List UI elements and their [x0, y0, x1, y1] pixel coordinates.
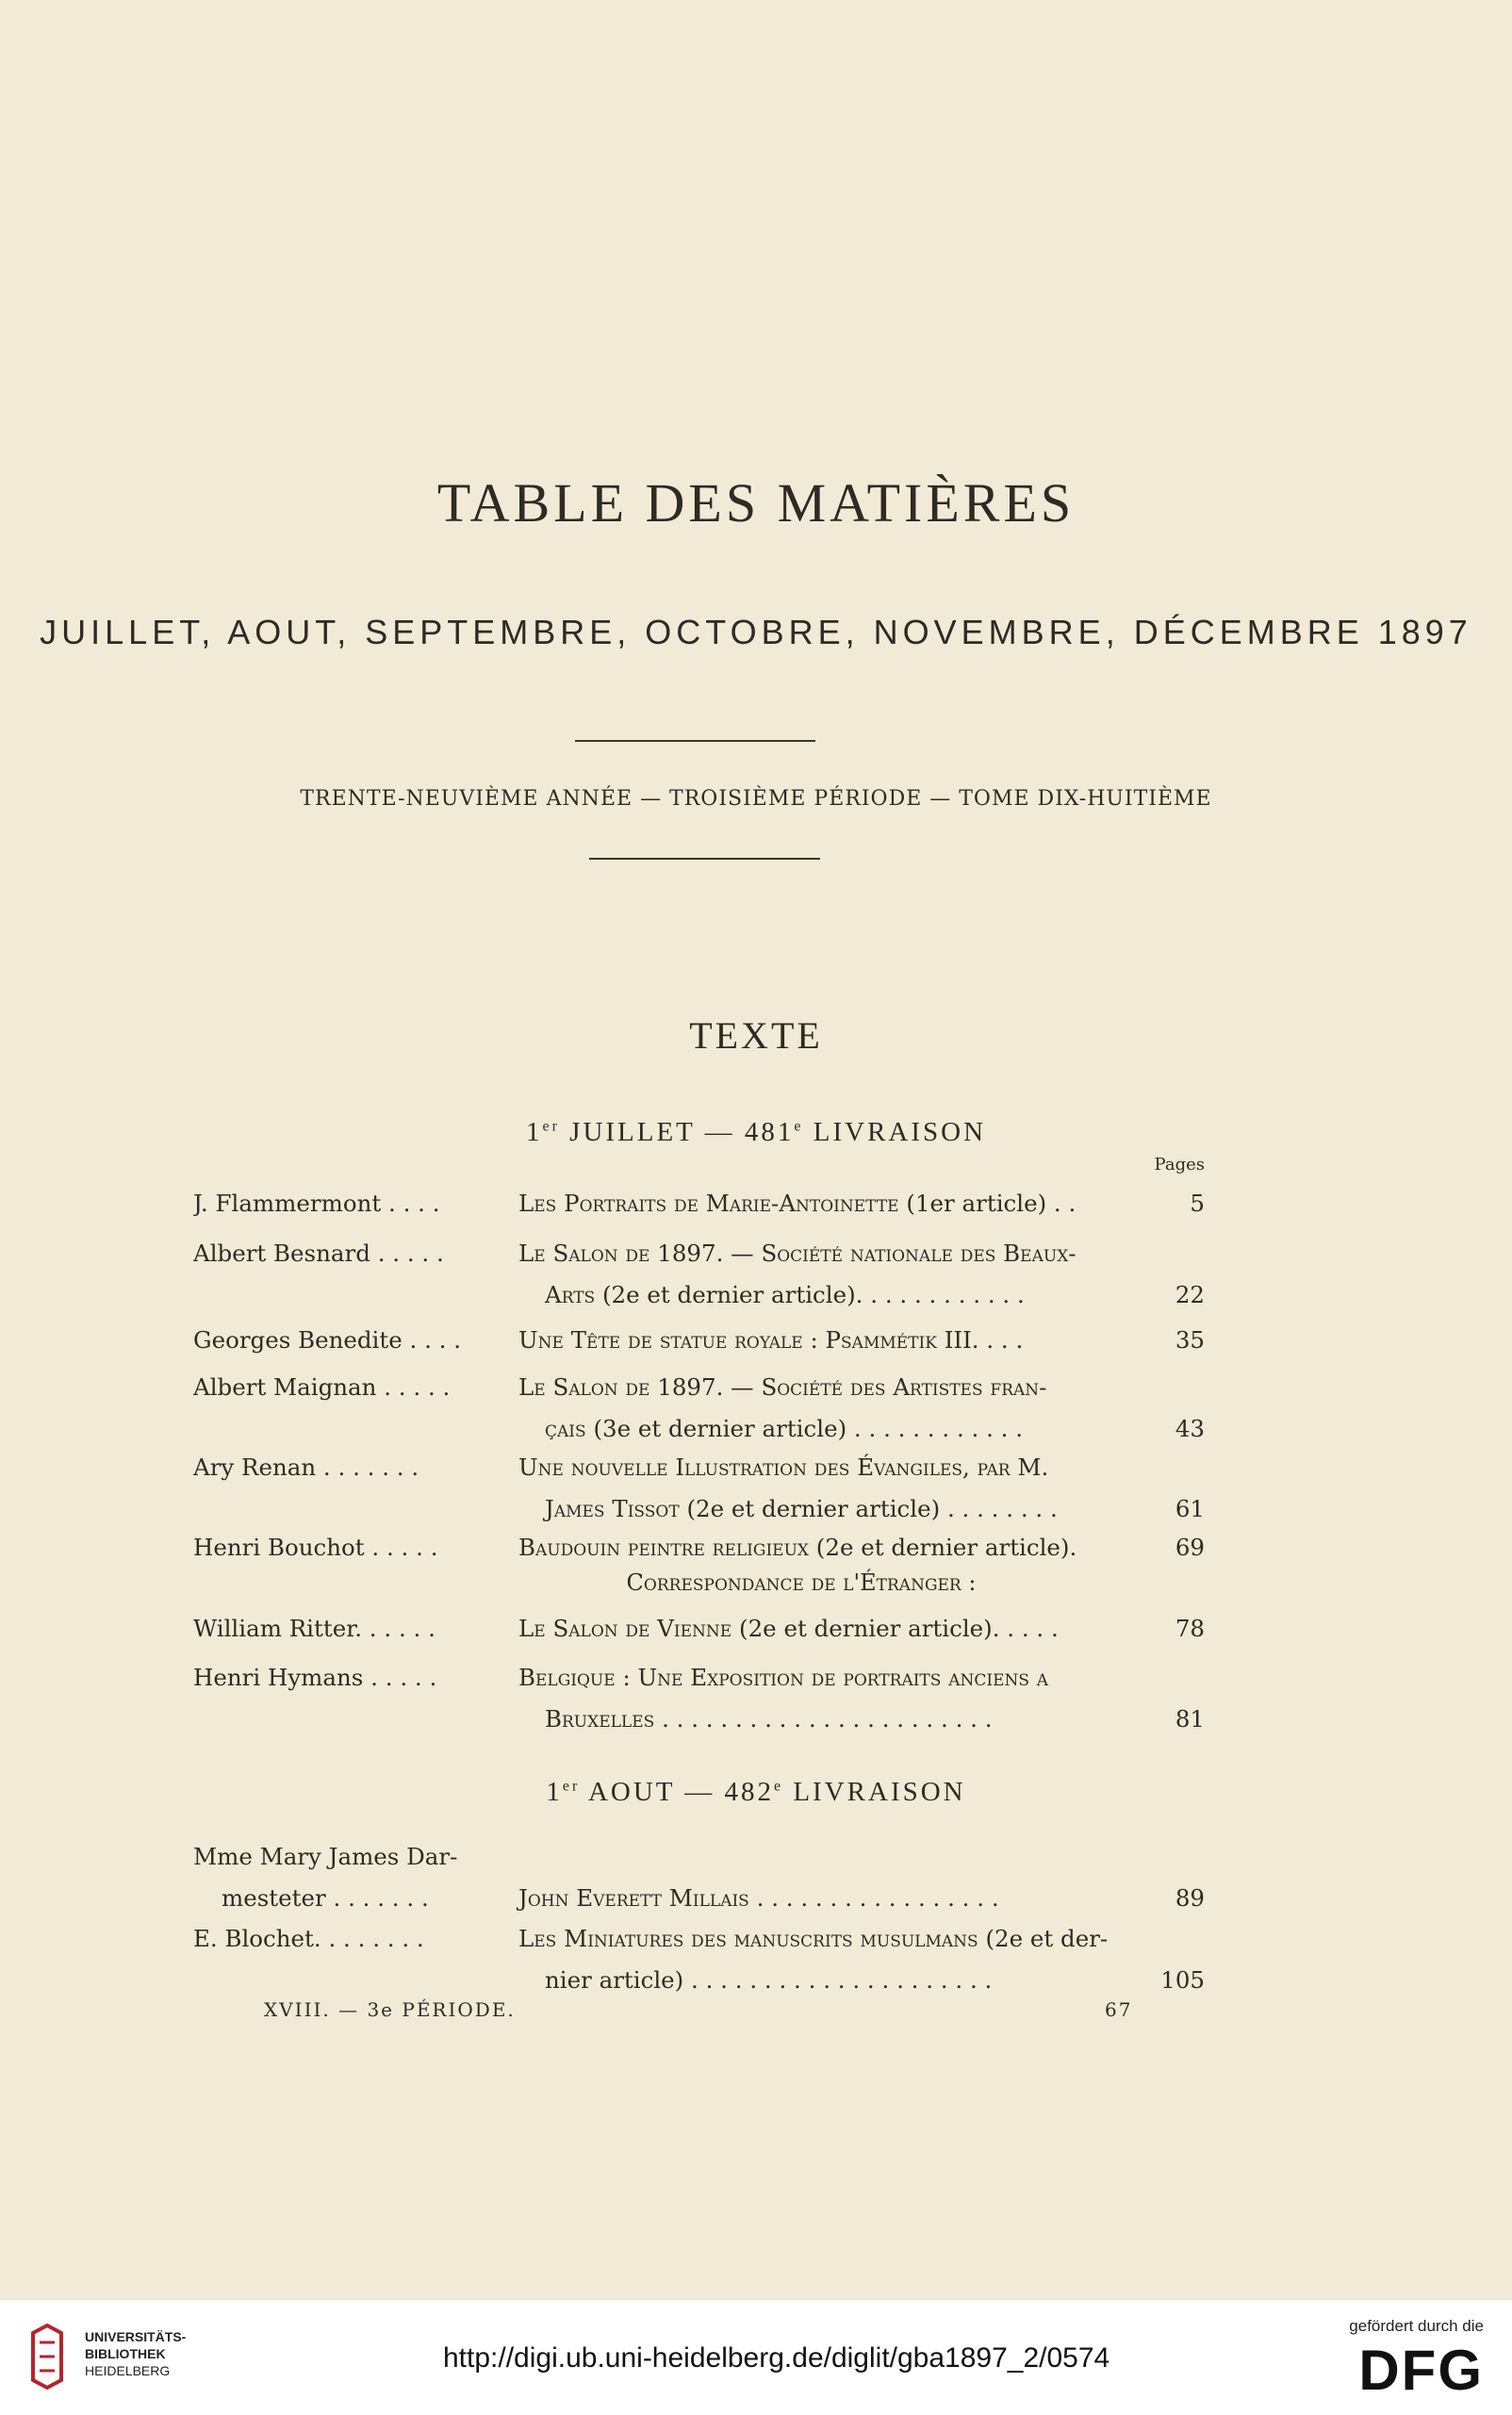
- entry-page: 78: [1175, 1615, 1205, 1642]
- entry-author: Albert Besnard . . . . .: [193, 1240, 444, 1267]
- entry-page: 43: [1175, 1415, 1205, 1442]
- viewer-bottom-bar: [0, 2300, 1512, 2415]
- entry-title: John Everett Millais . . . . . . . . . . . . . . . . .: [518, 1884, 999, 1912]
- entry-author: J. Flammermont . . . .: [193, 1190, 440, 1217]
- entry-title: Le Salon de Vienne (2e et dernier article). . . . .: [518, 1615, 1059, 1642]
- entry-page: 105: [1160, 1966, 1205, 1994]
- months-subtitle: JUILLET, AOUT, SEPTEMBRE, OCTOBRE, NOVEMBRE, DÉCEMBRE 1897: [40, 613, 1472, 651]
- entry-title: Les Miniatures des manuscrits musulmans (2e et der- nier article) . . . . . . . . . . . . . . . . . . . . .: [518, 1925, 1109, 1994]
- entry-page: 61: [1175, 1495, 1205, 1522]
- entry-title: Une nouvelle Illustration des Évangiles, par M. James Tissot (2e et dernier article) . . . . . . . .: [518, 1454, 1058, 1522]
- divider: [575, 740, 815, 742]
- entry-author: Mme Mary James Dar- mesteter . . . . . . .: [193, 1843, 458, 1912]
- correspondance-heading: Correspondance de l'Étranger :: [626, 1569, 977, 1596]
- entry-page: 35: [1175, 1326, 1205, 1354]
- entry-title: Une Tête de statue royale : Psammétik III. . . .: [518, 1326, 1024, 1354]
- entry-author: Albert Maignan . . . . .: [193, 1373, 451, 1401]
- library-name: UNIVERSITÄTS- BIBLIOTHEK HEIDELBERG: [85, 2329, 187, 2378]
- entry-author: E. Blochet. . . . . . . .: [193, 1925, 424, 1952]
- page-title: TABLE DES MATIÈRES: [436, 472, 1076, 534]
- entry-title: Le Salon de 1897. — Société des Artistes fran- çais (3e et dernier article) . . . . . . . . . . . .: [518, 1373, 1047, 1442]
- entry-title: Le Salon de 1897. — Société nationale des Beaux- Arts (2e et dernier article). . . . . . . . . . . .: [518, 1240, 1076, 1308]
- entry-page: 81: [1175, 1705, 1205, 1733]
- volume-line: TRENTE-NEUVIÈME ANNÉE — TROISIÈME PÉRIODE — TOME DIX-HUITIÈME: [300, 787, 1212, 811]
- entry-page: 89: [1175, 1884, 1205, 1912]
- entry-title: Baudouin peintre religieux (2e et dernier article).: [518, 1534, 1077, 1561]
- section-title: TEXTE: [689, 1014, 823, 1057]
- entry-author: Henri Hymans . . . . .: [193, 1664, 437, 1691]
- entry-title: Les Portraits de Marie-Antoinette (1er article) . .: [518, 1190, 1076, 1217]
- library-logo-icon: [28, 2324, 66, 2390]
- entry-page: 69: [1175, 1534, 1205, 1561]
- entry-author: William Ritter. . . . . .: [193, 1615, 436, 1642]
- livraison-heading-juillet: 1er JUILLET — 481e LIVRAISON: [525, 1117, 987, 1147]
- pages-column-label: Pages: [1154, 1155, 1205, 1175]
- permalink-url[interactable]: http://digi.ub.uni-heidelberg.de/diglit/gba1897_2/0574: [443, 2342, 1110, 2374]
- entry-author: Ary Renan . . . . . . .: [193, 1454, 419, 1481]
- footer-volume: XVIII. — 3e PÉRIODE.: [264, 1998, 516, 2021]
- livraison-heading-aout: 1er AOUT — 482e LIVRAISON: [546, 1777, 966, 1807]
- entry-author: Georges Benedite . . . .: [193, 1326, 462, 1354]
- entry-author: Henri Bouchot . . . . .: [193, 1534, 438, 1561]
- sponsor-label: gefördert durch die: [1349, 2317, 1484, 2335]
- dfg-logo: DFG: [1358, 2339, 1484, 2402]
- entry-page: 22: [1175, 1281, 1205, 1308]
- divider: [589, 858, 820, 860]
- entry-page: 5: [1190, 1190, 1205, 1217]
- footer-page-number: 67: [1105, 1998, 1133, 2021]
- entry-title: Belgique : Une Exposition de portraits anciens a Bruxelles . . . . . . . . . . . . . . . . . . . . . . .: [518, 1664, 1049, 1733]
